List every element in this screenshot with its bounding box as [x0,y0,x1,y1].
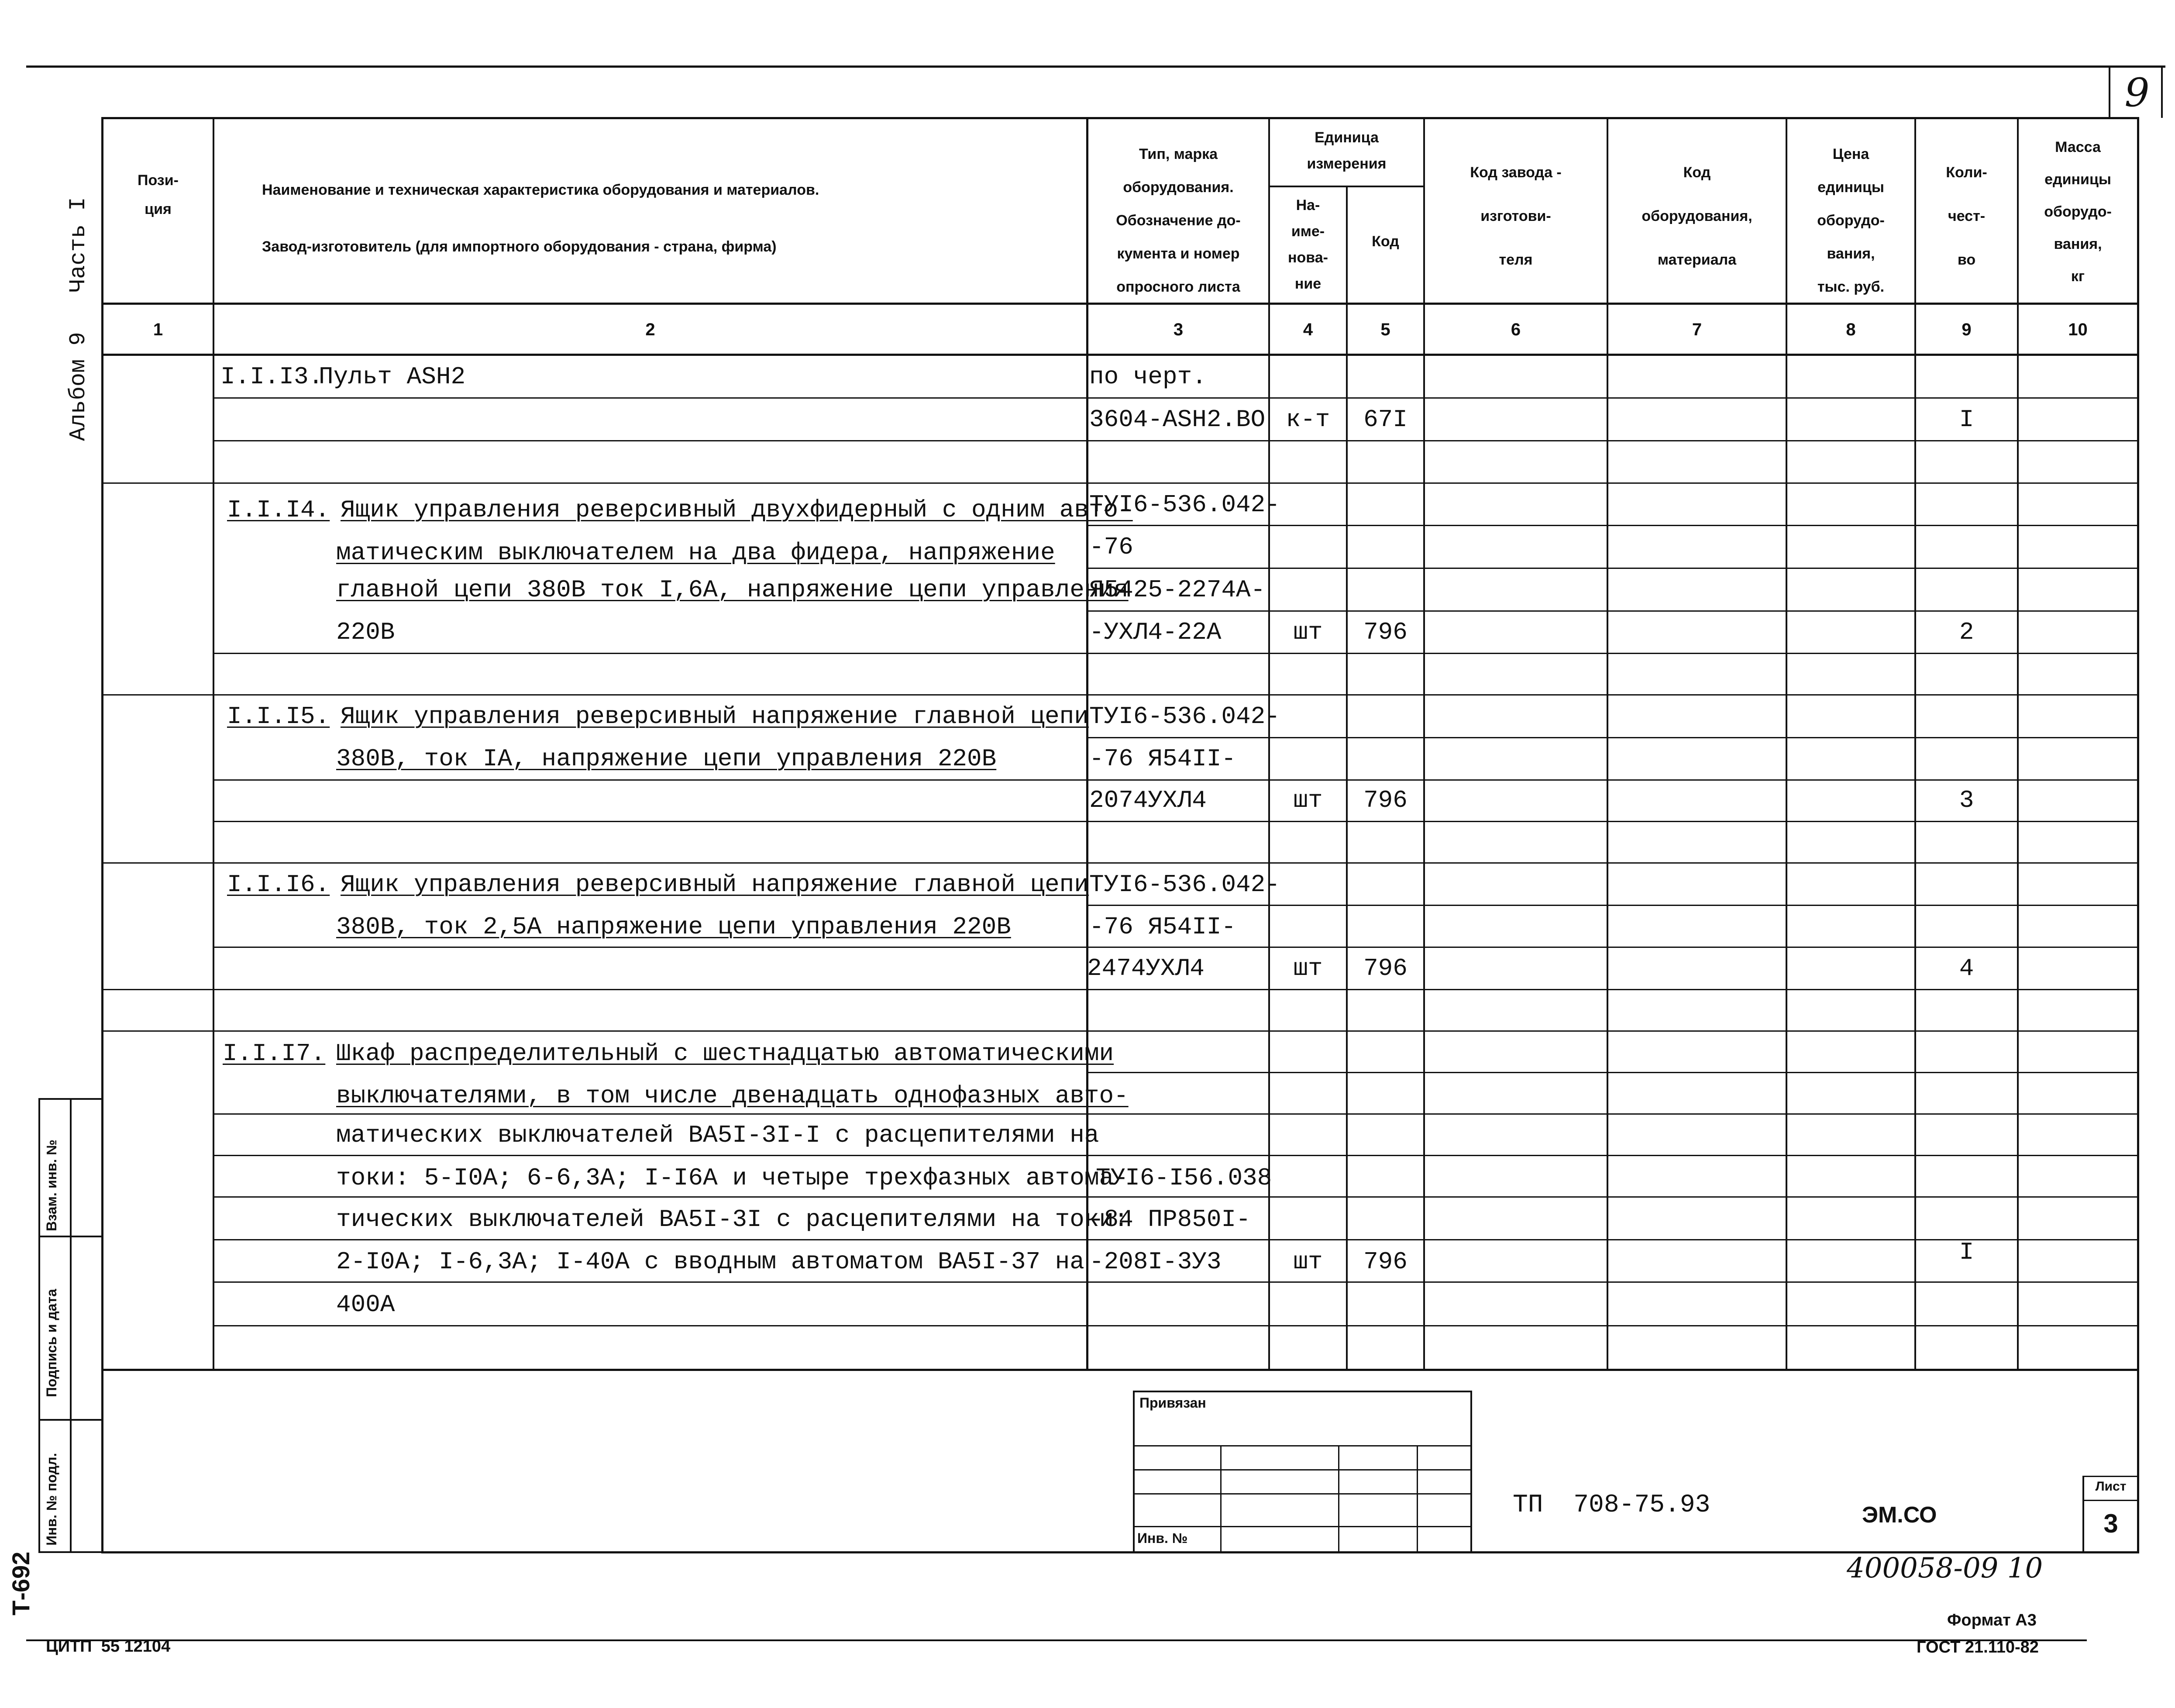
header-col5: Код [1372,233,1399,250]
item-description: матическим выключателем на два фидера, напряжение [336,539,1055,567]
item-description: 380В, ток 2,5А напряжение цепи управления 220В [336,913,1011,941]
item-type: ТУI6-I56.038 [1096,1164,1272,1192]
item-description: Ящик управления реверсивный напряжение главной цепи [341,702,1089,730]
item-unit: шт [1293,954,1323,982]
item-type: по черт. [1089,363,1207,391]
item-type: 2474УХЛ4 [1087,954,1205,982]
item-unit: к-т [1286,406,1330,434]
item-description: тических выключателей ВА5I-3I с расцепителями на токи: [336,1205,1129,1233]
header-col6: Код завода - изготови- теля [1470,164,1562,268]
item-description: главной цепи 380В ток I,6А, напряжение цепи управления [336,576,1129,604]
side-stamp-field-2: Подпись и дата [44,1289,59,1397]
item-description: матических выключателей ВА5I-3I-I с расцепителями на [336,1121,1099,1149]
item-position: I.I.I3. [220,363,323,391]
stamp-privyazan: Привязан [1139,1395,1206,1411]
item-position: I.I.I4. [227,496,330,524]
item-type: -76 Я54II- [1089,745,1236,773]
item-position: I.I.I6. [227,871,330,899]
footer-format: Формат А3 [1947,1611,2037,1629]
sheet-label: Лист [2095,1479,2127,1494]
item-description: Ящик управления реверсивный напряжение главной цепи [341,871,1089,899]
item-description: Шкаф распределительный с шестнадцатью автоматическими [336,1040,1114,1068]
side-label-album: Альбом 9 [65,332,91,441]
header-col1: Пози- ция [138,172,179,217]
side-label-part: Часть I [65,197,91,293]
item-unit: шт [1293,786,1323,814]
header-col4: На- име- нова- ние [1288,197,1328,292]
item-description: 400А [336,1291,395,1319]
header-col2: Наименование и техническая характеристика оборудования и материалов. Завод-изготовитель (для импортного оборудования - страна, фирма) [262,182,819,255]
item-qty: 4 [1959,954,1974,982]
item-type: -208I-3У3 [1089,1248,1222,1276]
item-qty: 3 [1959,786,1974,814]
header-col8: Цена единицы оборудо- вания, тыс. руб. [1817,146,1885,295]
handwritten-reference: 400058-09 10 [1847,1552,2043,1584]
item-code: 796 [1363,618,1408,646]
header-col10: Масса единицы оборудо- вания, кг [2044,139,2112,285]
item-unit: шт [1293,618,1323,646]
frame-right [2137,117,2139,1553]
header-col7: Код оборудования, материала [1642,164,1752,268]
item-code: 796 [1363,1248,1408,1276]
item-type: 2074УХЛ4 [1089,786,1207,814]
side-stamp-field-1: Взам. инв. № [44,1140,59,1231]
item-type: ТУI6-536.042- [1089,871,1280,899]
header-col3: Тип, марка оборудования. Обозначение до- кумента и номер опросного листа [1116,146,1241,295]
item-type: -76 Я54II- [1089,913,1236,941]
item-unit: шт [1293,1248,1323,1276]
footer-left-code: ЦИТП 55 12104 [46,1637,171,1656]
item-type: -84 ПР850I- [1089,1205,1251,1233]
item-description: 2-I0А; I-6,3А; I-40А с вводным автоматом ВА5I-37 на [336,1248,1084,1276]
item-description: токи: 5-I0А; 6-6,3А; I-I6А и четыре трехфазных автома- [336,1164,1129,1192]
stamp-inv-no: Инв. № [1137,1530,1188,1546]
document-code: ТП 708-75.93 [1513,1491,1710,1519]
header-unit-title: Единица измерения [1307,129,1387,172]
item-code: 67I [1363,406,1408,434]
item-description: выключателями, в том числе двенадцать однофазных авто- [336,1082,1129,1110]
top-rule [26,65,2165,68]
item-type: Я5425-2274А- [1089,576,1266,604]
item-qty: 2 [1959,618,1974,646]
item-type: -76 [1089,533,1133,561]
footer-gost: ГОСТ 21.110-82 [1917,1638,2039,1656]
item-type: ТУI6-536.042- [1089,491,1280,519]
item-position: I.I.I7. [223,1040,326,1068]
item-qty: I [1959,1238,1974,1266]
header-col9: Коли- чест- во [1946,164,1987,268]
item-description: Пульт ASH2 [319,363,466,391]
item-description: 220В [336,618,395,646]
item-code: 796 [1363,786,1408,814]
item-type: ТУI6-536.042- [1089,702,1280,730]
side-stamp-field-3: Инв. № подл. [44,1453,59,1546]
item-qty: I [1959,406,1974,434]
item-position: I.I.I5. [227,702,330,730]
item-code: 796 [1363,954,1408,982]
item-description: Ящик управления реверсивный двухфидерный с одним авто- [341,496,1133,524]
document-mark: ЭМ.СО [1862,1502,1937,1528]
left-code: Т-692 [7,1551,34,1615]
frame-bottom [101,1551,2139,1553]
item-description: 380В, ток IА, напряжение цепи управления 220В [336,745,997,773]
item-type: -УХЛ4-22А [1089,618,1222,646]
item-type: 3604-ASH2.BO [1089,406,1266,434]
frame-top [101,117,2139,119]
sheet-number: 3 [2103,1509,2118,1538]
corner-sheet-number: 9 [2124,70,2150,116]
